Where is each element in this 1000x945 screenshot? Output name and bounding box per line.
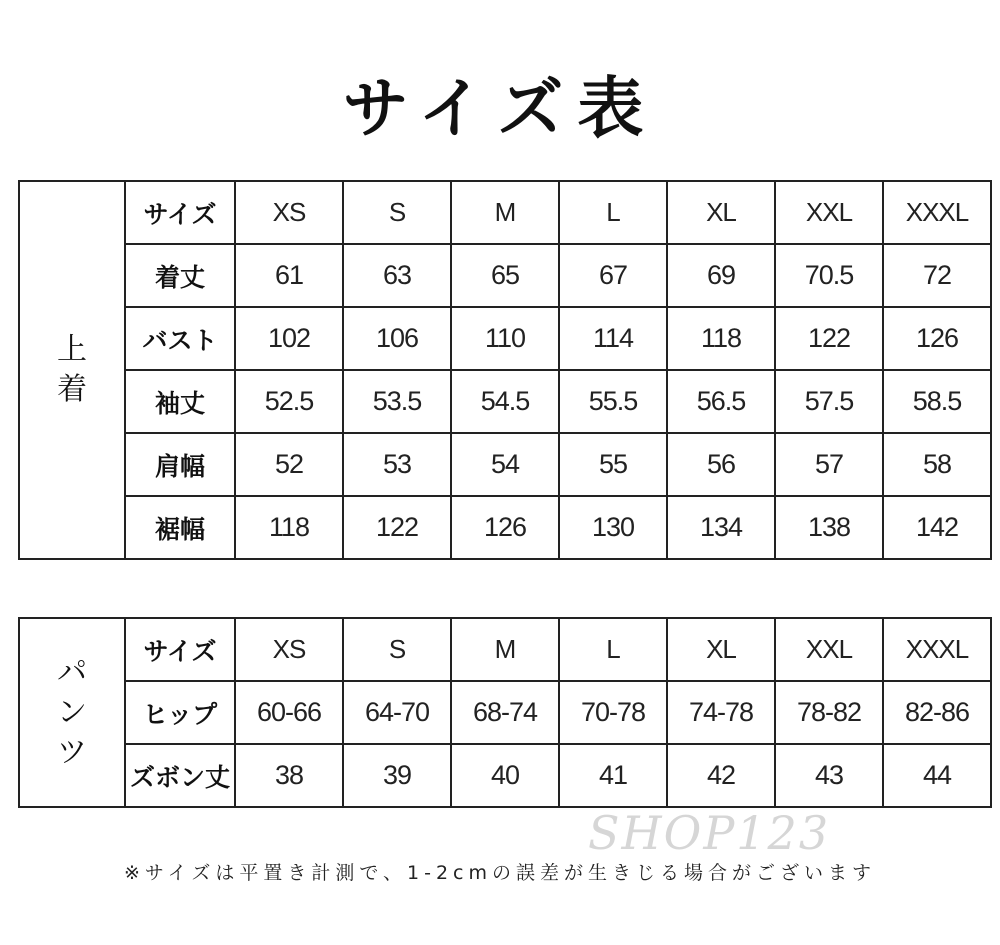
cell-value: 40 bbox=[451, 744, 559, 807]
pants-row-length bbox=[19, 744, 991, 807]
row-label: ズボン丈 bbox=[125, 744, 235, 807]
tops-size-m: M bbox=[451, 181, 559, 244]
tops-size-header-label: サイズ bbox=[125, 181, 235, 244]
pants-size-table bbox=[18, 617, 992, 808]
pants-section-label bbox=[19, 618, 125, 807]
tops-size-table bbox=[18, 180, 992, 560]
row-label: 裾幅 bbox=[125, 496, 235, 559]
cell-value: 58.5 bbox=[883, 370, 991, 433]
pants-size-m: M bbox=[451, 618, 559, 681]
tops-section-label bbox=[19, 181, 125, 559]
cell-value: 110 bbox=[451, 307, 559, 370]
pants-size-s: S bbox=[343, 618, 451, 681]
cell-value: 57.5 bbox=[775, 370, 883, 433]
tops-section-char: 着 bbox=[57, 372, 87, 407]
pants-size-xl: XL bbox=[667, 618, 775, 681]
cell-value: 58 bbox=[883, 433, 991, 496]
tops-row-length bbox=[19, 244, 991, 307]
tops-size-l: L bbox=[559, 181, 667, 244]
page-title: サイズ表 bbox=[342, 70, 658, 147]
tops-size-s: S bbox=[343, 181, 451, 244]
cell-value: 54.5 bbox=[451, 370, 559, 433]
row-label: ヒップ bbox=[125, 681, 235, 744]
cell-value: 54 bbox=[451, 433, 559, 496]
pants-size-xxl: XXL bbox=[775, 618, 883, 681]
cell-value: 39 bbox=[343, 744, 451, 807]
measurement-note: ※サイズは平置き計測で、1-2cmの誤差が生きじる場合がございます bbox=[123, 862, 876, 884]
pants-section-char: ツ bbox=[57, 734, 87, 770]
row-label: 着丈 bbox=[125, 244, 235, 307]
tops-row-sleeve bbox=[19, 370, 991, 433]
pants-section-char: パ bbox=[57, 654, 87, 690]
cell-value: 82-86 bbox=[883, 681, 991, 744]
cell-value: 138 bbox=[775, 496, 883, 559]
tops-row-shoulder bbox=[19, 433, 991, 496]
cell-value: 42 bbox=[667, 744, 775, 807]
tops-row-bust bbox=[19, 307, 991, 370]
cell-value: 61 bbox=[235, 244, 343, 307]
pants-size-header-label: サイズ bbox=[125, 618, 235, 681]
cell-value: 55 bbox=[559, 433, 667, 496]
tops-header-row bbox=[19, 181, 991, 244]
cell-value: 142 bbox=[883, 496, 991, 559]
cell-value: 122 bbox=[775, 307, 883, 370]
cell-value: 60-66 bbox=[235, 681, 343, 744]
cell-value: 78-82 bbox=[775, 681, 883, 744]
cell-value: 70-78 bbox=[559, 681, 667, 744]
cell-value: 72 bbox=[883, 244, 991, 307]
tops-size-xl: XL bbox=[667, 181, 775, 244]
cell-value: 126 bbox=[451, 496, 559, 559]
cell-value: 63 bbox=[343, 244, 451, 307]
row-label: バスト bbox=[125, 307, 235, 370]
cell-value: 53.5 bbox=[343, 370, 451, 433]
tops-row-hem bbox=[19, 496, 991, 559]
pants-row-hip bbox=[19, 681, 991, 744]
tops-size-xxl: XXL bbox=[775, 181, 883, 244]
pants-header-row bbox=[19, 618, 991, 681]
cell-value: 57 bbox=[775, 433, 883, 496]
tops-section-char: 上 bbox=[57, 332, 87, 367]
cell-value: 74-78 bbox=[667, 681, 775, 744]
cell-value: 118 bbox=[667, 307, 775, 370]
cell-value: 41 bbox=[559, 744, 667, 807]
cell-value: 56 bbox=[667, 433, 775, 496]
pants-size-l: L bbox=[559, 618, 667, 681]
cell-value: 64-70 bbox=[343, 681, 451, 744]
cell-value: 65 bbox=[451, 244, 559, 307]
cell-value: 68-74 bbox=[451, 681, 559, 744]
cell-value: 118 bbox=[235, 496, 343, 559]
row-label: 袖丈 bbox=[125, 370, 235, 433]
cell-value: 55.5 bbox=[559, 370, 667, 433]
pants-section-char: ン bbox=[57, 694, 87, 730]
cell-value: 53 bbox=[343, 433, 451, 496]
cell-value: 56.5 bbox=[667, 370, 775, 433]
cell-value: 102 bbox=[235, 307, 343, 370]
cell-value: 122 bbox=[343, 496, 451, 559]
cell-value: 130 bbox=[559, 496, 667, 559]
tops-size-xxxl: XXXL bbox=[883, 181, 991, 244]
cell-value: 69 bbox=[667, 244, 775, 307]
cell-value: 134 bbox=[667, 496, 775, 559]
cell-value: 44 bbox=[883, 744, 991, 807]
cell-value: 43 bbox=[775, 744, 883, 807]
tops-size-xs: XS bbox=[235, 181, 343, 244]
cell-value: 126 bbox=[883, 307, 991, 370]
cell-value: 114 bbox=[559, 307, 667, 370]
pants-size-xxxl: XXXL bbox=[883, 618, 991, 681]
shop-watermark: SHOP123 bbox=[588, 806, 831, 860]
cell-value: 106 bbox=[343, 307, 451, 370]
cell-value: 52 bbox=[235, 433, 343, 496]
cell-value: 38 bbox=[235, 744, 343, 807]
row-label: 肩幅 bbox=[125, 433, 235, 496]
pants-size-xs: XS bbox=[235, 618, 343, 681]
cell-value: 70.5 bbox=[775, 244, 883, 307]
cell-value: 52.5 bbox=[235, 370, 343, 433]
cell-value: 67 bbox=[559, 244, 667, 307]
